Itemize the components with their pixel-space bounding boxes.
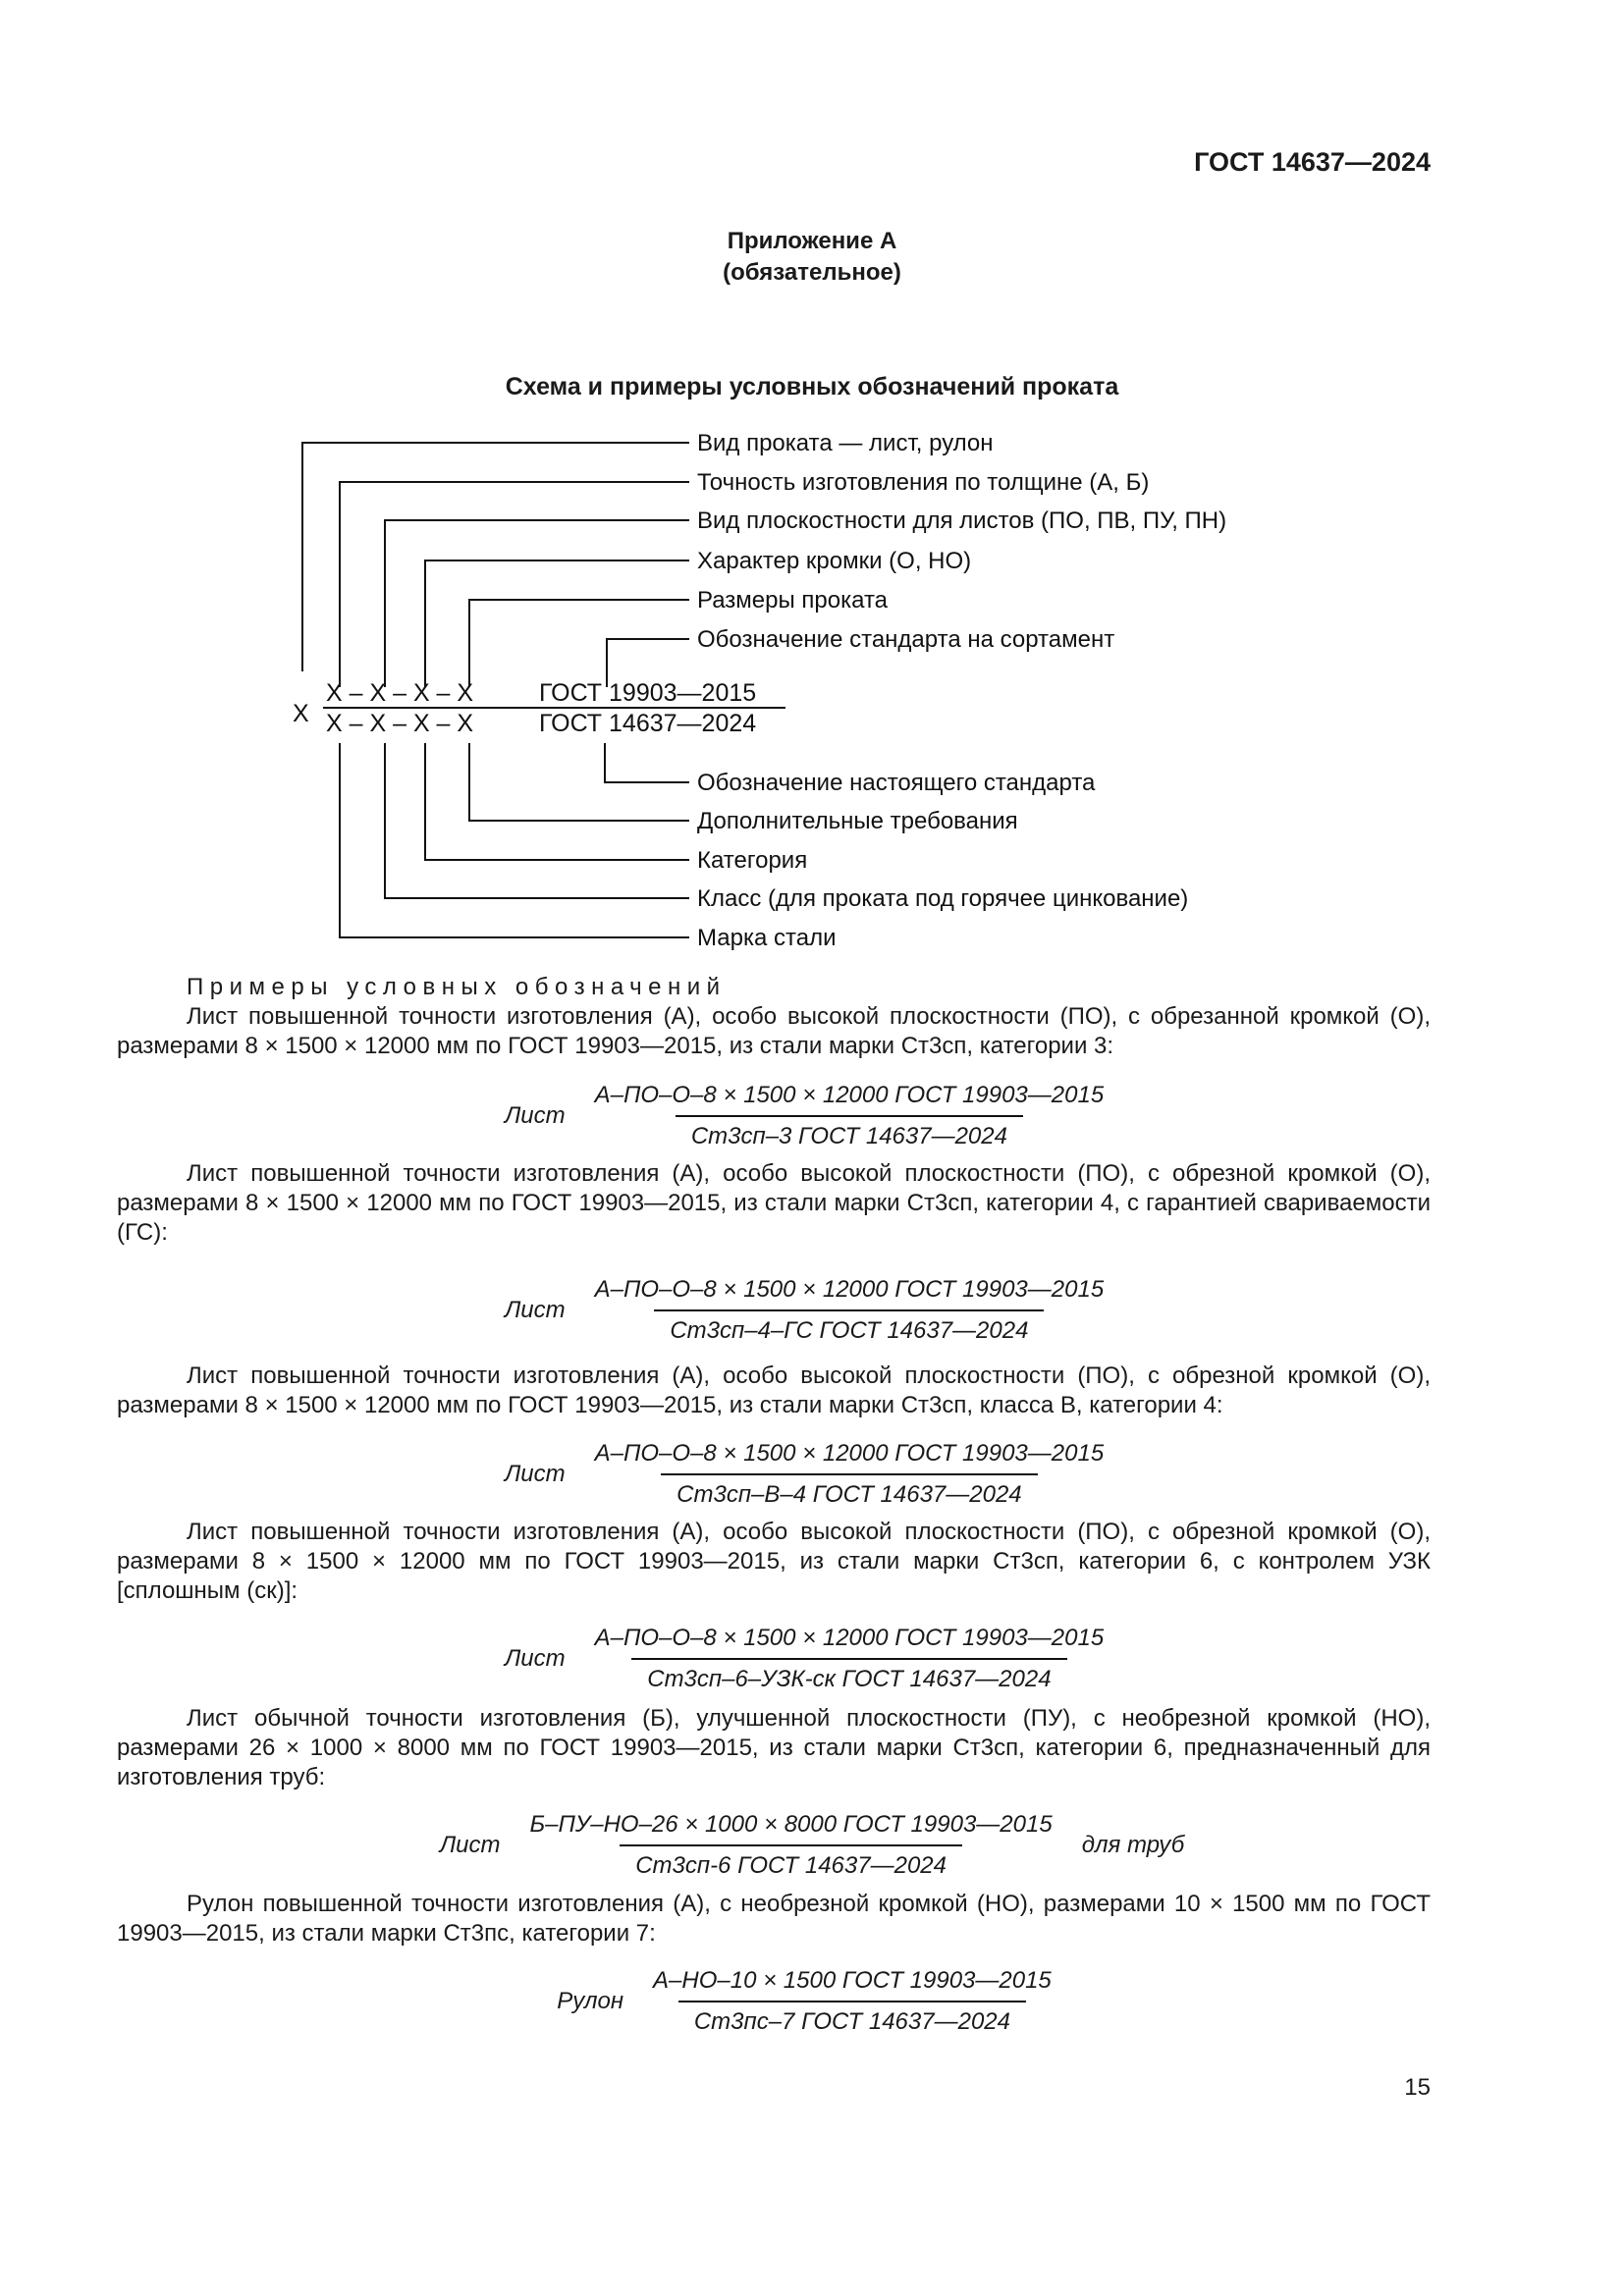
scheme-denominator: Х – Х – Х – Х [326, 710, 474, 737]
formula-fraction [579, 1276, 1120, 1345]
examples-heading: Примеры условных обозначений [187, 974, 727, 1000]
scheme-label-additional-requirements: Дополнительные требования [697, 808, 1018, 834]
scheme-label-product-type: Вид проката — лист, рулон [697, 430, 994, 456]
example-formula [0, 1967, 1624, 2036]
formula-word: Лист [439, 1832, 501, 1858]
scheme-label-category: Категория [697, 847, 808, 874]
formula-suffix: для труб [1081, 1832, 1185, 1858]
formula-numerator: А–ПО–О–8 × 1500 × 12000 ГОСТ 19903—2015 [594, 1440, 1105, 1467]
leader-line [425, 743, 689, 860]
formula-numerator: А–ПО–О–8 × 1500 × 12000 ГОСТ 19903—2015 [594, 1082, 1105, 1108]
scheme-label-assortment-standard: Обозначение стандарта на сортамент [697, 626, 1115, 653]
designation-scheme-diagram [0, 0, 1624, 972]
page-number: 15 [1404, 2074, 1431, 2101]
example-text: Лист обычной точности изготовления (Б), улучшенной плоскостности (ПУ), с необрезной кромкой (НО), размерами 26 × 1000 × 8000 мм по ГОСТ 19903—2015, из стали марки Ст3сп, категории 6, предназначенный для изготовления труб: [117, 1705, 1431, 1790]
leader-line [340, 482, 689, 687]
scheme-label-thickness-accuracy: Точность изготовления по толщине (А, Б) [697, 469, 1150, 496]
formula-numerator: А–НО–10 × 1500 ГОСТ 19903—2015 [653, 1967, 1052, 1994]
example-text: Лист повышенной точности изготовления (А), особо высокой плоскостности (ПО), с обрезной кромкой (О), размерами 8 × 1500 × 12000 мм по ГОСТ 19903—2015, из стали марки Ст3сп, категории 6, с контролем УЗК [сплошным (ск)]: [117, 1519, 1431, 1604]
leader-line [605, 743, 689, 782]
leader-line [385, 520, 689, 687]
example-text: Рулон повышенной точности изготовления (А), с необрезной кромкой (НО), размерами 10 × 1500 мм по ГОСТ 19903—2015, из стали марки Ст3пс, категории 7: [117, 1891, 1431, 1947]
formula-denominator: Ст3сп–6–УЗК-ск ГОСТ 14637—2024 [631, 1658, 1066, 1693]
formula-word: Лист [504, 1645, 566, 1672]
appendix-title: Приложение А [727, 228, 897, 254]
formula-word: Лист [504, 1102, 566, 1129]
section-title: Схема и примеры условных обозначений проката [505, 373, 1119, 400]
leader-line [469, 600, 689, 687]
scheme-label-class: Класс (для проката под горячее цинкование) [697, 885, 1189, 912]
scheme-label-dimensions: Размеры проката [697, 587, 889, 614]
scheme-label-edge: Характер кромки (О, НО) [697, 548, 972, 574]
example-text: Лист повышенной точности изготовления (А), особо высокой плоскостности (ПО), с обрезной кромкой (О), размерами 8 × 1500 × 12000 мм по ГОСТ 19903—2015, из стали марки Ст3сп, класса В, категории 4: [117, 1362, 1431, 1418]
formula-fraction [579, 1082, 1120, 1150]
formula-word: Лист [504, 1461, 566, 1487]
formula-numerator: А–ПО–О–8 × 1500 × 12000 ГОСТ 19903—2015 [594, 1276, 1105, 1303]
document-header: ГОСТ 14637—2024 [1194, 147, 1431, 177]
leader-line [302, 443, 689, 671]
formula-fraction [637, 1967, 1067, 2036]
leader-line [340, 743, 689, 937]
appendix-subtitle: (обязательное) [723, 259, 901, 286]
example-text: Лист повышенной точности изготовления (А), особо высокой плоскостности (ПО), с обрезной кромкой (О), размерами 8 × 1500 × 12000 мм по ГОСТ 19903—2015, из стали марки Ст3сп, категории 4, с гарантией свариваемости (ГС): [117, 1160, 1431, 1246]
example-formula [0, 1440, 1624, 1509]
scheme-numerator: Х – Х – Х – Х [326, 679, 474, 707]
leader-line [425, 561, 689, 687]
example-formula [0, 1625, 1624, 1693]
formula-denominator: Ст3сп–3 ГОСТ 14637—2024 [676, 1115, 1023, 1150]
formula-numerator: Б–ПУ–НО–26 × 1000 × 8000 ГОСТ 19903—2015 [529, 1811, 1053, 1838]
scheme-label-this-standard: Обозначение настоящего стандарта [697, 770, 1096, 796]
example-formula [0, 1082, 1624, 1150]
formula-fraction [579, 1625, 1120, 1693]
formula-denominator: Ст3сп-6 ГОСТ 14637—2024 [620, 1844, 962, 1880]
formula-fraction [514, 1811, 1068, 1880]
scheme-label-steel-grade: Марка стали [697, 925, 837, 951]
scheme-prefix: Х [293, 700, 309, 727]
formula-word: Рулон [557, 1988, 624, 2014]
example-formula [0, 1276, 1624, 1345]
example-formula [0, 1811, 1624, 1880]
scheme-std-top: ГОСТ 19903—2015 [539, 679, 757, 707]
formula-denominator: Ст3сп–В–4 ГОСТ 14637—2024 [661, 1473, 1038, 1509]
scheme-label-flatness: Вид плоскостности для листов (ПО, ПВ, ПУ, ПН) [697, 507, 1227, 534]
example-text: Лист повышенной точности изготовления (А), особо высокой плоскостности (ПО), с обрезанной кромкой (О), размерами 8 × 1500 × 12000 мм по ГОСТ 19903—2015, из стали марки Ст3сп, категории 3: [117, 1003, 1431, 1059]
formula-numerator: А–ПО–О–8 × 1500 × 12000 ГОСТ 19903—2015 [594, 1625, 1105, 1651]
scheme-std-bottom: ГОСТ 14637—2024 [539, 710, 757, 737]
formula-denominator: Ст3пс–7 ГОСТ 14637—2024 [678, 2001, 1026, 2036]
formula-fraction [579, 1440, 1120, 1509]
formula-word: Лист [504, 1297, 566, 1323]
formula-denominator: Ст3сп–4–ГС ГОСТ 14637—2024 [654, 1309, 1044, 1345]
